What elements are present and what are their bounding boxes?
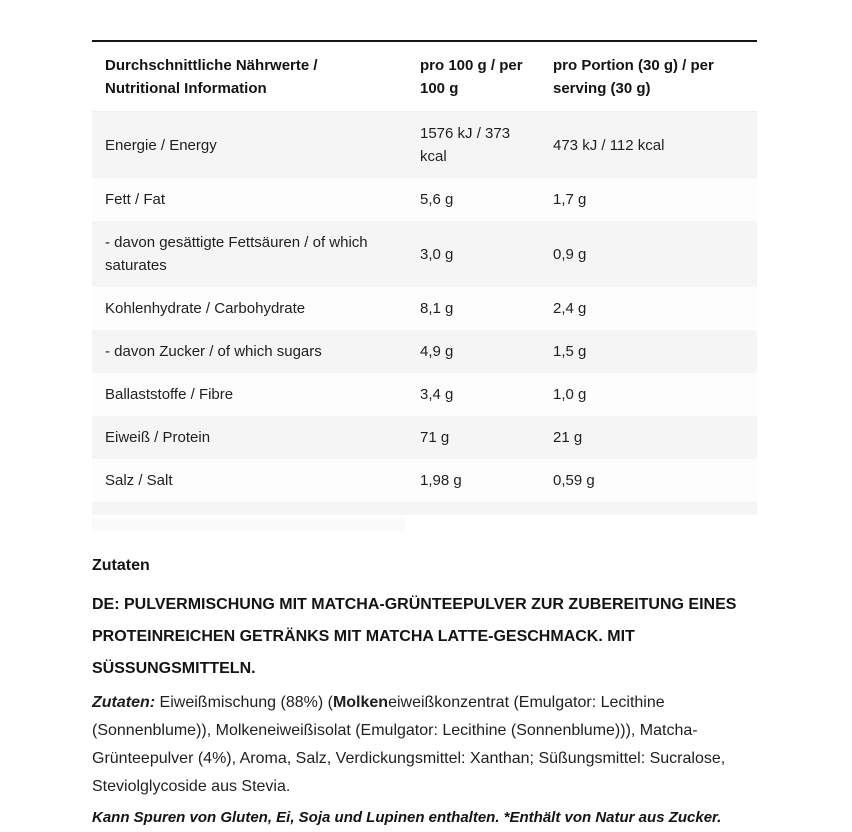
cell-per-100g-value: 1576 kJ / 373 kcal bbox=[420, 125, 511, 165]
table-row-carbohydrate bbox=[92, 287, 757, 330]
cell-per-100g-value: 8,1 g bbox=[420, 300, 454, 317]
ingredients-text-part2: eiweißkonzentrat (Emulgator: Lecithine (Sonnenblume)), Molkeneiweißisolat (Emulgator: Lecithine (Sonnenblume))), Matcha-Grünteepulver (4%), Aroma, Salz, Verdickungsmittel: Xanthan; Süßungsmittel: Sucralose, Steviolglycoside aus Stevia. bbox=[92, 694, 726, 795]
table-row-saturates bbox=[92, 221, 757, 287]
table-row-protein bbox=[92, 416, 757, 459]
cell-per-100g-value: 1,98 g bbox=[420, 472, 462, 489]
cell-nutrient-label: Eiweiß / Protein bbox=[105, 429, 211, 446]
cell-nutrient-label: Kohlenhydrate / Carbohydrate bbox=[105, 300, 306, 317]
table-row-fat bbox=[92, 178, 757, 221]
cell-per-100g-value: 3,0 g bbox=[420, 245, 454, 263]
table-footer-strip bbox=[92, 502, 757, 515]
cell-per-serving-value: 1,7 g bbox=[553, 191, 587, 208]
table-header-row bbox=[92, 42, 757, 112]
cell-nutrient-label: Energie / Energy bbox=[105, 136, 217, 154]
table-footer-substrip bbox=[92, 518, 405, 531]
header-cell-per-100g: pro 100 g / per 100 g bbox=[420, 57, 523, 97]
header-cell-nutrients: Durchschnittliche Nährwerte / Nutritional Information bbox=[105, 57, 318, 97]
cell-per-100g-value: 3,4 g bbox=[420, 386, 454, 403]
table-row-fibre bbox=[92, 373, 757, 416]
cell-per-serving-value: 473 kJ / 112 kcal bbox=[553, 136, 665, 154]
header-cell-per-serving: pro Portion (30 g) / per serving (30 g) bbox=[553, 57, 714, 97]
table-row-sugars bbox=[92, 330, 757, 373]
cell-nutrient-label: Salz / Salt bbox=[105, 472, 173, 489]
cell-nutrient-label: - davon gesättigte Fettsäuren / of which saturates bbox=[105, 234, 368, 274]
cell-per-serving-value: 21 g bbox=[553, 429, 583, 446]
cell-per-serving-value: 1,5 g bbox=[553, 343, 587, 360]
cell-per-serving-value: 0,9 g bbox=[553, 245, 587, 263]
ingredients-heading: Zutaten bbox=[92, 557, 150, 574]
table-row-energy bbox=[92, 112, 757, 178]
cell-per-serving-value: 0,59 g bbox=[553, 472, 595, 489]
cell-per-100g-value: 5,6 g bbox=[420, 191, 454, 208]
cell-per-serving-value: 1,0 g bbox=[553, 386, 587, 403]
cell-per-serving-value: 2,4 g bbox=[553, 300, 587, 317]
product-description-de: DE: PULVERMISCHUNG MIT MATCHA-GRÜNTEEPULVER ZUR ZUBEREITUNG EINES PROTEINREICHEN GETRÄNKS MIT MATCHA LATTE-GESCHMACK. MIT SÜSSUNGSMITTELN. bbox=[92, 596, 737, 677]
nutrition-table bbox=[92, 40, 757, 515]
ingredients-text-part1: Eiweißmischung (88%) ( bbox=[155, 694, 333, 711]
table-row-salt bbox=[92, 459, 757, 502]
ingredients-paragraph bbox=[92, 689, 766, 801]
allergen-note: Kann Spuren von Gluten, Ei, Soja und Lupinen enthalten. *Enthält von Natur aus Zucker. bbox=[92, 809, 722, 826]
cell-nutrient-label: Ballaststoffe / Fibre bbox=[105, 386, 234, 403]
cell-per-100g-value: 71 g bbox=[420, 429, 450, 446]
ingredients-bold-word: Molken bbox=[332, 694, 389, 711]
cell-nutrient-label: - davon Zucker / of which sugars bbox=[105, 343, 322, 360]
cell-per-100g-value: 4,9 g bbox=[420, 343, 454, 360]
cell-nutrient-label: Fett / Fat bbox=[105, 191, 166, 208]
ingredients-lead-label: Zutaten: bbox=[92, 694, 156, 711]
